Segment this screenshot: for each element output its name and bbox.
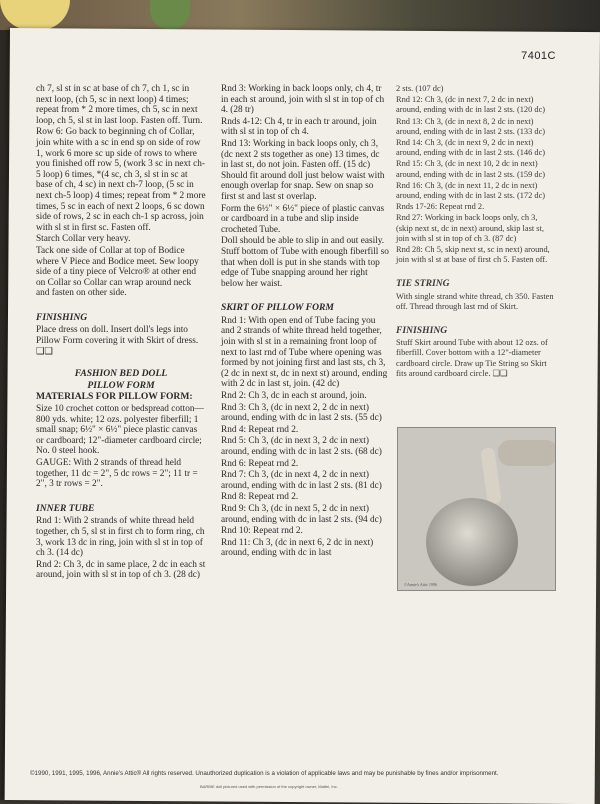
skirt-rnd14-text: Rnd 14: Ch 3, (dc in next 9, 2 dc in next) around, ending with dc in last 2 sts. (146 dc) [396,138,546,158]
collar-row6-text: Row 6: Go back to beginning ch of Collar, join white with a sc in end sp on side of row 1, work 6 more sc up side of rows to where you finished off row 5, (work 3 sc in next ch-5 loop) 6 times, *(4 sc, ch 3, sl st in sc at base of ch, 4 sc) in next ch-7 loop, (5 sc in next ch-5 loop) 4 times; repeat from * 2 more times, 5 sc in each of next 2 loops, 6 sc down side of rows, 2 sc in each ch-1 sp across, join with sl st in first sc. Fasten off. [36,127,206,233]
column-right [396,84,556,380]
skirt-rnd12-text: Rnd 12: Ch 3, (dc in next 7, 2 dc in next) around, ending with dc in last 2 sts. (120 dc) [396,95,546,115]
starch-text: Starch Collar very heavy. [36,234,131,245]
finishing-heading-2: FINISHING [396,325,448,337]
skirt-rnd7-text: Rnd 7: Ch 3, (dc in next 4, 2 dc in next) around, ending with dc in last 2 sts. (81 dc) [221,470,382,491]
form-text: Form the 6½" × 6½" piece of plastic canvas or cardboard in a tube and slip inside crocheted Tube. [221,203,385,235]
inner-rnd1-text: Rnd 1: With 2 strands of white thread held together, ch 5, sl st in first ch to form ring, ch 3, work 13 dc in ring, join with sl st in top of ch 3. (14 dc) [36,516,205,559]
skirt-rnd3-text: Rnd 3: Ch 3, (dc in next 2, 2 dc in next) around, ending with dc in last 2 sts. (55 dc) [221,402,382,424]
skirt-rnd6-text: Rnd 6: Repeat rnd 2. [221,458,299,469]
skirt-rnd1-text: Rnd 1: With open end of Tube facing you and 2 strands of white thread held together, join with sl st in a remaining front loop of next to last rnd of Tube where opening was formed by not joining first and last sts, ch 3, (2 dc in next st, dc in next st) around, ending with 2 dc in last st, join. (42 dc) [221,315,388,390]
gauge-text: GAUGE: With 2 strands of thread held together, 11 dc = 2", 5 dc rows = 2"; 11 tr = 2", 3 tr rows = 2". [36,458,198,490]
skirt-rnd13-text: Rnd 13: Ch 3, (dc in next 8, 2 dc in next) around, ending with dc in last 2 sts. (133 dc) [396,116,546,136]
column-left [36,84,206,582]
tack-collar-text: Tack one side of Collar at top of Bodice where V Piece and Bodice meet. Sew loopy side of a tiny piece of Velcro® at other end on Collar so Collar can wrap around neck and fasten on other side. [36,245,199,299]
finishing-text-2: Stuff Skirt around Tube with about 12 ozs. of fiberfill. Cover bottom with a 12"-diameter cardboard circle. Draw up Tie String so Skirt fits around cardboard circle. ❑❑ [396,338,548,378]
doll-pillow-photo [397,427,556,591]
materials-heading: MATERIALS FOR PILLOW FORM: [36,391,193,403]
skirt-rnd5-text: Rnd 5: Ch 3, (dc in next 3, 2 dc in next) around, ending with dc in last 2 sts. (68 dc) [221,436,382,457]
skirt-rnd16-text: Rnd 16: Ch 3, (dc in next 11, 2 dc in next) around, ending with dc in last 2 sts. (172 dc) [396,180,546,201]
tie-string-heading: TIE STRING [396,278,450,290]
skirt-rnd28-text: Rnd 28: Ch 5, skip next st, sc in next) around, join with sl st at base of first ch 5. Fasten off. [396,245,550,265]
pattern-code: 7401C [521,50,556,62]
rnd3-text: Rnd 3: Working in back loops only, ch 4, tr in each st around, join with sl st in top of ch 4. (28 tr) [221,84,385,116]
pillow-form-shape [426,498,518,586]
tie-string-text: With single strand white thread, ch 350. Fasten off. Thread through last rnd of Skirt. [396,291,554,311]
inner-rnd2-text: Rnd 2: Ch 3, dc in same place, 2 dc in each st around, join with sl st in top of ch 3. (28 dc) [36,559,206,581]
permission-note: BARBIE doll pictured used with permission of the copyright owner, Mattel, Inc. [200,784,338,789]
rnd13-text: Rnd 13: Working in back loops only, ch 3, (dc next 2 sts together as one) 13 times, dc in last st, do not join. Fasten off. (15 dc) Should fit around doll just below waist with enough overlap for snap. Sew on snap so first st and last st overlap. [221,138,385,202]
skirt-rnd15-text: Rnd 15: Ch 3, (dc in next 10, 2 dc in next) around, ending with dc in last 2 sts. (159 dc) [396,159,546,179]
continued-text: 2 sts. (107 dc) [396,84,444,93]
skirt-rnd11-text: Rnd 11: Ch 3, (dc in next 6, 2 dc in next) around, ending with dc in last [221,537,374,559]
skirt-rnd4-text: Rnd 4: Repeat rnd 2. [221,424,299,435]
skirt-rnds17-26-text: Rnds 17-26: Repeat rnd 2. [396,202,485,212]
fashion-bed-doll-heading: FASHION BED DOLL [74,368,168,380]
skirt-rnd9-text: Rnd 9: Ch 3, (dc in next 5, 2 dc in next) around, ending with dc in last 2 sts. (94 dc) [221,503,382,525]
skirt-rnd2-text: Rnd 2: Ch 3, dc in each st around, join. [221,391,367,402]
finishing-heading: FINISHING [36,311,88,323]
skirt-rnd27-text: Rnd 27: Working in back loops only, ch 3, (skip next st, dc in next) around, skip last st, join with sl st in top of ch 3. (87 dc) [396,213,544,243]
doll-fit-text: Doll should be able to slip in and out easily. Stuff bottom of Tube with enough fiberfill so that when doll is put in she stands with top edge of Tube snapping around her right below her waist. [221,236,389,289]
inner-tube-heading: INNER TUBE [36,502,95,514]
collar-row-text: ch 7, sl st in sc at base of ch 7, ch 1, sc in next loop, (ch 5, sc in next loop) 4 times; repeat from * 2 more times, ch 5, sc in next loop, ch 5, sl st in last loop. Fasten off. Turn. [36,84,203,126]
skirt-heading: SKIRT OF PILLOW FORM [221,302,334,314]
photo-caption: ©Annie's Attic 1996 [404,582,437,587]
pillow-form-heading: PILLOW FORM [87,379,155,391]
materials-text: Size 10 crochet cotton or bedspread cotton—800 yds. white; 12 ozs. polyester fiberfill; 1 small snap; 6½" × 6½" piece plastic canvas or cardboard; 12"-diameter cardboard circle; No. 0 steel hook. [36,404,204,457]
rnds4-12-text: Rnds 4-12: Ch 4, tr in each tr around, join with sl st in top of ch 4. [221,116,377,138]
skirt-rnd8-text: Rnd 8: Repeat rnd 2. [221,492,299,503]
hand-shape [498,440,556,466]
copyright-footer: ©1990, 1991, 1995, 1996, Annie's Attic® All rights reserved. Unauthorized duplication is a violation of applicable laws and may be punishable by fines and/or imprisonment. [30,770,499,777]
finishing-text: Place dress on doll. Insert doll's legs into Pillow Form covering it with Skirt of dress. ❑❑ [36,325,199,357]
skirt-rnd10-text: Rnd 10: Repeat rnd 2. [221,526,303,537]
column-middle [221,84,389,560]
